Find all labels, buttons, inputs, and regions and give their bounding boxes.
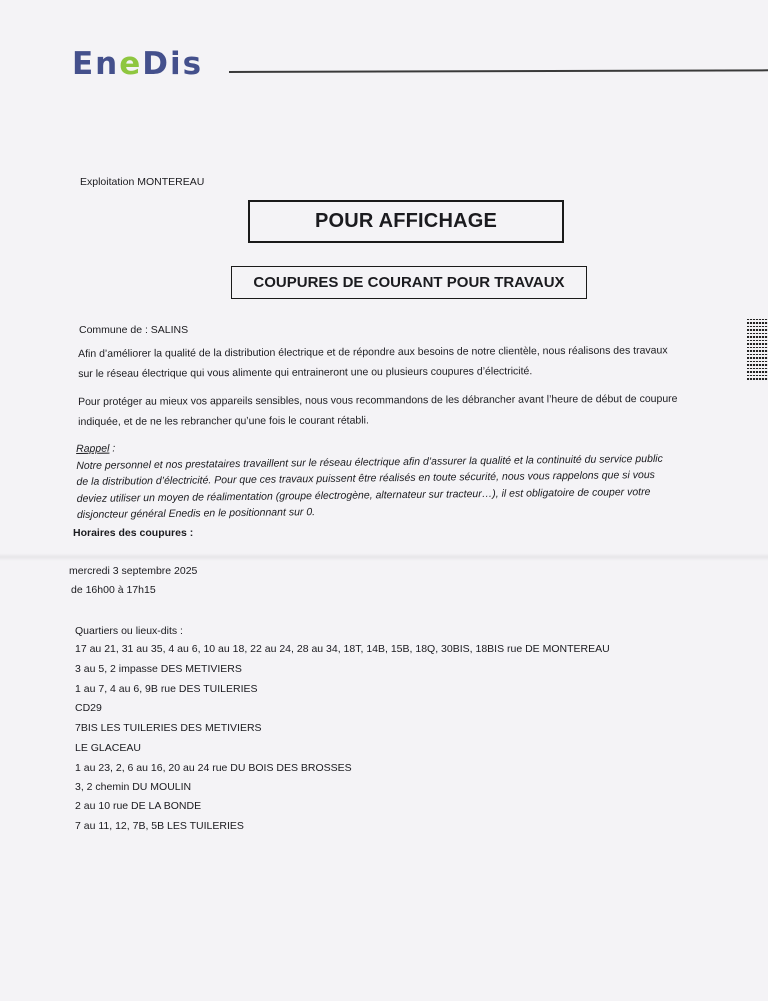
- rappel-line-4: disjoncteur général Enedis en le positionnant sur 0.: [76, 506, 316, 521]
- advice-paragraph: [78, 389, 678, 432]
- rappel-line-3: deviez utiliser un moyen de réalimentation (groupe électrogène, alternateur sur tracteur…), il est obligatoire de couper votre: [76, 485, 651, 505]
- quartier-item: 7BIS LES TUILERIES DES METIVIERS: [75, 722, 262, 734]
- logo-part-3: Dis: [142, 46, 204, 82]
- intro-line-1: Afin d’améliorer la qualité de la distribution électrique et de répondre aux besoins de notre clientèle, nous réalisons des travaux: [78, 344, 668, 360]
- intro-line-2: sur le réseau électrique qui vous alimente qui entraineront une ou plusieurs coupures d’électricité.: [78, 365, 533, 380]
- advice-line-1: Pour protéger au mieux vos appareils sensibles, nous vous recommandons de les débrancher avant l’heure de début de coupure: [78, 392, 678, 408]
- quartier-item: 17 au 21, 31 au 35, 4 au 6, 10 au 18, 22 au 24, 28 au 34, 18T, 14B, 15B, 18Q, 30BIS, 18BIS rue DE MONTEREAU: [75, 643, 610, 655]
- quartier-item: 7 au 11, 12, 7B, 5B LES TUILERIES: [75, 820, 244, 832]
- commune-line: Commune de : SALINS: [79, 324, 189, 336]
- quartier-item: 2 au 10 rue DE LA BONDE: [75, 800, 202, 812]
- outage-hours: de 16h00 à 17h15: [71, 584, 156, 596]
- logo-part-2: e: [119, 46, 143, 82]
- horaires-title: Horaires des coupures :: [73, 527, 194, 539]
- header-rule: [229, 69, 768, 73]
- enedis-logo: [72, 46, 203, 82]
- quartier-item: 1 au 23, 2, 6 au 16, 20 au 24 rue DU BOIS DES BROSSES: [75, 762, 352, 774]
- quartiers-title: Quartiers ou lieux-dits :: [75, 625, 183, 637]
- quartier-item: 3, 2 chemin DU MOULIN: [75, 781, 192, 793]
- rappel-line-1: Notre personnel et nos prestataires travaillent sur le réseau électrique afin d’assurer la qualité et la continuité du service public: [76, 452, 663, 472]
- subtitle-box: COUPURES DE COURANT POUR TRAVAUX: [231, 266, 587, 299]
- logo-part-1: En: [72, 46, 120, 82]
- rappel-paragraph: [76, 434, 664, 524]
- outage-date: mercredi 3 septembre 2025: [69, 565, 198, 577]
- rappel-suffix: :: [109, 442, 116, 455]
- intro-paragraph: [78, 340, 668, 384]
- paper-fold: [0, 553, 768, 561]
- quartier-item: LE GLACEAU: [75, 742, 141, 754]
- quartier-item: CD29: [75, 702, 102, 714]
- advice-line-2: indiquée, et de ne les rebrancher qu’une fois le courant rétabli.: [78, 414, 369, 428]
- rappel-line-2: de la distribution d’électricité. Pour que ces travaux puissent être réalisés en toute sécurité, nous vous rappelons que si vous: [76, 468, 655, 488]
- quartier-item: 3 au 5, 2 impasse DES METIVIERS: [75, 663, 242, 675]
- title-box: POUR AFFICHAGE: [248, 200, 564, 243]
- exploitation-label: Exploitation MONTEREAU: [80, 176, 205, 188]
- quartier-item: 1 au 7, 4 au 6, 9B rue DES TUILERIES: [75, 683, 258, 695]
- qr-code: [747, 318, 768, 380]
- rappel-label: Rappel: [76, 442, 110, 455]
